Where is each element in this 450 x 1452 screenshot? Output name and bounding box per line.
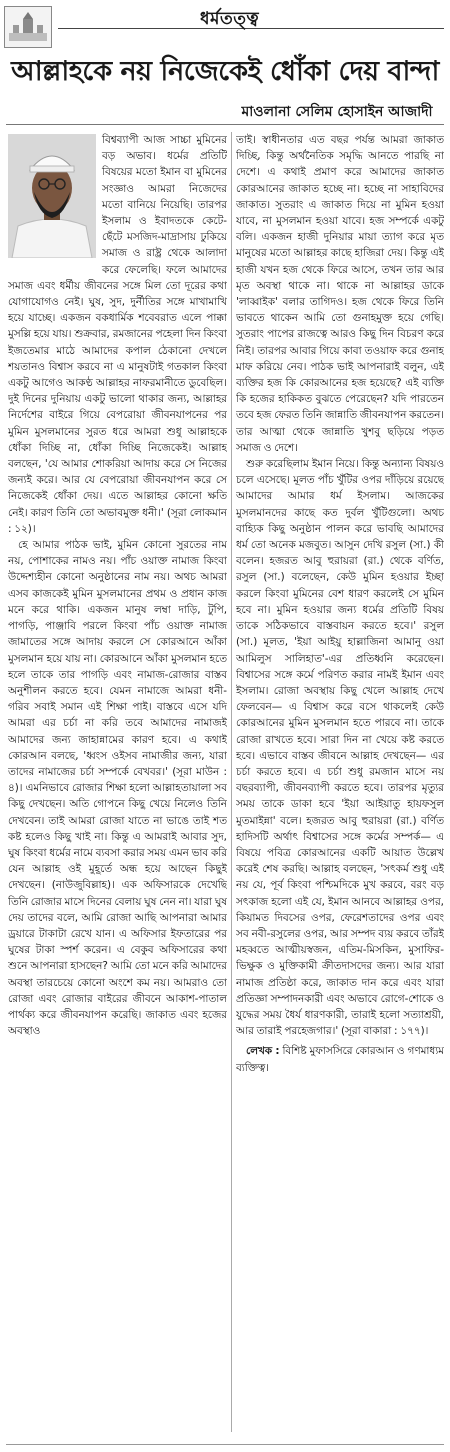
paragraph: শুরু করেছিলাম ইমান নিয়ে। কিন্তু অন্যান্য বিষয়ও চলে এসেছে। মূলত পাঁচ খুঁটির ওপর দাঁড়িয়ে রয়েছে আমাদের আমার ধর্ম ইসলাম। আজকের মুসলমানদের কাছে কত দুর্বল খুঁটিগুলো। অথচ বাহ্যিক কিছু অনুষ্ঠান পালন করে ভাবছি আমাদের ধর্ম তো অনেক মজবুত। আসুন দেখি রসুল (সা.) কী বলেন। হজরত আবু হুরায়রা (রা.) থেকে বর্ণিত, রসুল (সা.) বলেছেন, কেউ মুমিন হওয়ার ইচ্ছা করলে কিংবা মুমিনের বেশ ধারণ করলেই সে মুমিন হবে না। মুমিন হওয়ার জন্য ধর্মের প্রতিটি বিষয় তাকে সঠিকভাবে বাস্তবায়ন করতে হবে।' রসুল (সা.) মূলত, 'ইয়া আইয়ু হাল্লাজিনা আমানু ওয়া আমিলুস সালিহাত'-এর প্রতিধ্বনি করেছেন। বিশ্বাসের সঙ্গে কর্মে পরিণত করার নামই ইমান এবং ইসলাম। রোজা অবস্থায় কিছু খেলে আল্লাহ দেখে ফেলবেন— এ বিশ্বাস করে বসে থাকলেই কেউ কোরআনের মুমিন মুসলমান হতে পারবে না। তাকে রোজা রাখতে হবে। সারা দিন না খেয়ে কষ্ট করতে হবে। এভাবে বাস্তব জীবনে আল্লাহ দেখছেন— এর চর্চা করতে হবে। এ চর্চা শুধু রমজান মাসে নয় বছরব্যাপী, জীবনব্যাপী করতে হবে। তারপর মৃত্যুর সময় তাকে ডাকা হবে 'ইয়া আইয়াতু হায়ফসুল মুতমাইন্না' বলে। হজরত আবু হুরায়রা (রা.) বর্ণিত হাদিসটি অর্থাৎ বিশ্বাসের সঙ্গে কর্মের সম্পর্ক— এ বিষয়ে পবিত্র কোরআনের একটি আয়াত উল্লেখ করেই শেষ করছি। আল্লাহ বলছেন, 'সৎকর্ম শুধু এই নয় যে, পূর্ব কিংবা পশ্চিমদিকে মুখ করবে, বরং বড় সৎকাজ হলো এই যে, ইমান আনবে আল্লাহর ওপর, কিয়ামত দিবসের ওপর, ফেরেশতাদের ওপর এবং সব নবী-রসুলের ওপর, আর সম্পদ ব্যয় করবে তাঁরই মহব্বতে আত্মীয়স্বজন, এতিম-মিসকিন, মুসাফির-ভিক্ষুক ও মুক্তিকামী ক্রীতদাসদের জন্য। আর যারা নামাজ প্রতিষ্ঠা করে, জাকাত দান করে এবং যারা প্রতিজ্ঞা সম্পাদনকারী এবং অভাবে রোগে-শোকে ও যুদ্ধের সময় ধৈর্য ধারণকারী, তারাই হলো সত্যাশ্রয়ী, আর তারাই পরহেজগার।' (সূরা বাকারা : ১৭৭)। <box>236 458 444 1038</box>
article-column-left <box>8 132 227 1440</box>
section-tag: ধর্মতত্ত্ব <box>200 9 260 29</box>
section-header <box>0 0 450 52</box>
paragraph: হে আমার পাঠক ভাই, মুমিন কোনো সুরতের নাম নয়, পোশাকের নামও নয়। পাঁচ ওয়াক্ত নামাজ কিংবা উদ্দেশ্যহীন কোনো অনুষ্ঠানের নাম নয়। অথচ আমরা এসব কাজকেই মুমিন মুসলমানের প্রথম ও প্রধান কাজ মনে করে থাকি। একজন মানুষ লম্বা দাড়ি, টুপি, পাগড়ি, পাঞ্জাবি পরলে কিংবা পাঁচ ওয়াক্ত নামাজ জামাতের সঙ্গে আদায় করলে সে কোরআনে আঁকা মুসলমান হয়ে যায় না। কোরআনে আঁকা মুসলমান হতে হলে তাকে তার পাগড়ি এবং নামাজ-রোজার বাস্তব অনুশীলন করতে হবে। যেমন নামাজে আমরা ধনী-গরিব সবাই সমান এই শিক্ষা পাই। বাস্তবে এসে যদি আমরা এর চর্চা না করি তবে আমাদের নামাজই আমাদের জন্য জাহান্নামের কারণ হবে। এ কথাই কোরআন বলছে, 'ধ্বংস ওইসব নামাজীর জন্য, যারা তাদের নামাজের চর্চা সম্পর্কে বেখবর।' (সূরা মাউন : ৪)। এমনিভাবে রোজার শিক্ষা হলো আল্লাহতায়ালা সব কিছু দেখছেন। অতি গোপনে কিছু খেয়ে নিলেও তিনি দেখবেন। তাই আমরা রোজা যাতে না ভাঙে তাই শত কষ্ট হলেও কিছু খাই না। কিন্তু এ আমরাই আবার সুদ, ঘুষ কিংবা ধর্মের নামে ব্যবসা করার সময় এমন ভাব করি যেন আল্লাহ ওই মুহূর্তে অন্ধ হয়ে আছেন কিছুই দেখছেন। (নাউজুবিল্লাহ)। এক অফিসারকে দেখেছি তিনি রোজার মাসে দিনের বেলায় ঘুষ নেন না। যারা ঘুষ দেয় তাদের বলে, আমি রোজা আছি আপনারা আমার ড্রয়ারে টাকাটা রেখে যান। এ অফিসার ইফতারের পর ঘুষের টাকা স্পর্শ করেন। এ বেকুব অফিসারের কথা শুনে আপনারা হাসছেন? আমি তো মনে করি আমাদের অবস্থা তারচেয়ে কোনো অংশে কম নয়। আমরাও তো রোজা এবং রোজার বাইরের জীবনে আকাশ-পাতাল পার্থক্য করে জীবনযাপন করেছি। জাকাত এবং হজের অবস্থাও <box>8 539 227 1038</box>
author-note <box>236 1043 444 1075</box>
paragraph: তাই। স্বাধীনতার এত বছর পর্যন্ত আমরা জাকাত দিচ্ছি, কিন্তু অর্থনৈতিক সমৃদ্ধি আনতে পারছি না দেশে। এ কথাই প্রমাণ করে আমাদের জাকাত কোরআনের জাকাত হচ্ছে না। হচ্ছে না সাহাবিদের জাকাত। সুতরাং এ জাকাত দিয়ে না মুমিন হওয়া যাবে, না মুসলমান হওয়া যাবে। হজ সম্পর্কে একটু বলি। একজন হাজী দুনিয়ার মায়া ত্যাগ করে মৃত মানুষের মতো আল্লাহর কাছে হাজিরা দেয়। কিন্তু এই হাজী যখন হজ থেকে ফিরে আসে, তখন তার আর মৃত অবস্থা থাকে না। থাকে না আল্লাহর ডাকে 'লাব্বাইক' বলার তাগিদও। হজ থেকে ফিরে তিনি ভাবতে থাকেন আমি তো গুনাহমুক্ত হয়ে গেছি। সুতরাং পাপের রাজত্বে আরও কিছু দিন বিচরণ করে নিই। তারপর আবার গিয়ে কাবা তওয়াফ করে গুনাহ মাফ করিয়ে নেব। পাঠক ভাই আপনারাই বলুন, এই ব্যক্তির হজ কি কোরআনের হজ হয়েছে? এই ব্যক্তি কি হজের হাকিকত বুঝতে পেরেছেন? যদি পারতেন তবে হজ ফেরত তিনি জান্নাতি জীবনযাপন করতেন। তার আত্মা থেকে জান্নাতি খুশবু ছড়িয়ে পড়ত সমাজ ও দেশে। <box>236 134 444 454</box>
newspaper-logo <box>4 6 52 48</box>
paragraph: বিশ্বব্যাপী আজ সাচ্চা মুমিনের বড় অভাব। ধর্মের প্রতিটি বিষয়ের মতো ইমান বা মুমিনের সংজ্ঞাও আমরা নিজেদের মতো বানিয়ে নিয়েছি। তারপর ইসলাম ও ইবাদতকে কেটে-ছেঁটে মসজিদ-মাদ্রাসায় ঢুকিয়ে সমাজ ও রাষ্ট্র থেকে আলাদা করে ফেলেছি। ফলে আমাদের সমাজ এবং ধর্মীয় জীবনের সঙ্গে মিল তো দূরের কথা যোগাযোগও নেই। ঘুষ, সুদ, দুর্নীতির সঙ্গে মাখামাখি হয়ে যাচ্ছে। একজন বকধার্মিক শবেবরাত এলে পাক্কা মুসল্লি হয়ে যায়। শুক্রবার, রমজানের পহেলা দিন কিংবা ইজতেমার মাঠে আমাদের কপাল ঠেকানো দেখলে শয়তানও বিশ্বাস করবে না এ মানুষটাই গতকাল কিংবা একটু আগেও আকণ্ঠ আল্লাহর নাফরমানীতে ডুবেছিল। দুই দিনের দুনিয়ায় একটু ভালো থাকার জন্য, আল্লাহর নির্দেশের বাইরে গিয়ে বেপরোয়া জীবনযাপনের পর মুমিন মুসলমানের সুরত ধরে আমরা শুধু আল্লাহকে ধোঁকা দিচ্ছি না, ধোঁকা দিচ্ছি নিজেকেই। আল্লাহ বলছেন, 'যে আমার শোকরিয়া আদায় করে সে নিজের জন্যই করে। আর যে বেপরোয়া জীবনযাপন করে সে নিজেকেই ধোঁকা দেয়। এতে আল্লাহর কোনো ক্ষতি নেই। কারণ তিনি তো অভাবমুক্ত ধনী।' (সূরা লোকমান : ১২)। <box>8 134 227 535</box>
author-note-text: বিশিষ্ট মুফাসসিরে কোরআন ও গণমাধ্যম ব্যক্তিত্ব। <box>236 1045 444 1074</box>
byline-rule <box>6 124 444 125</box>
column-divider <box>231 132 232 1432</box>
article-headline: আল্লাহকে নয় নিজেকেই ধোঁকা দেয় বান্দা <box>11 56 439 87</box>
article-byline: মাওলানা সেলিম হোসাইন আজাদী <box>241 104 433 120</box>
bottom-rule <box>6 1444 444 1445</box>
author-photo <box>8 134 96 258</box>
author-note-label: লেখক : <box>246 1045 280 1058</box>
article-column-right <box>236 132 444 1430</box>
